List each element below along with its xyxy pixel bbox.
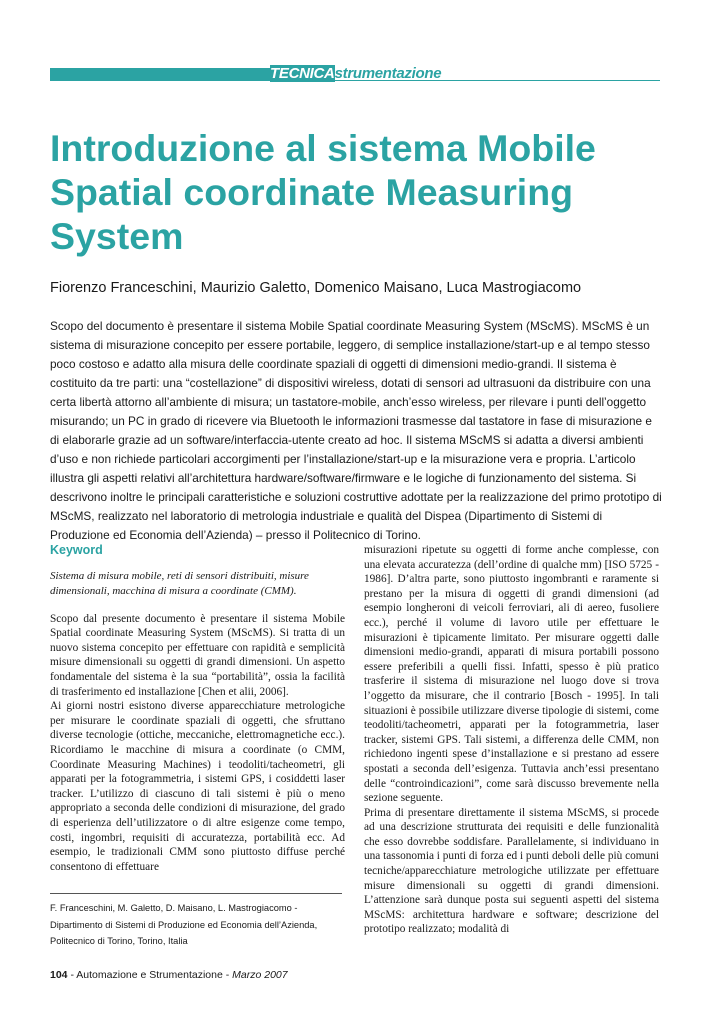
page-footer xyxy=(50,969,288,981)
right-column xyxy=(364,543,659,937)
left-body xyxy=(50,612,345,875)
section-header xyxy=(270,65,441,82)
journal-name: Automazione e Strumentazione xyxy=(76,969,223,981)
author-affiliation-footnote: F. Franceschini, M. Galetto, D. Maisano, L. Mastrogiacomo - Dipartimento di Sistemi di Produzione ed Economia dell’Azienda, Politecnico di Torino, Torino, Italia xyxy=(50,903,318,946)
body-paragraph: Prima di presentare direttamente il sistema MScMS, si procede ad una descrizione strutturata dei requisiti e delle funzionalità che esso dovrebbe soddisfare. Parallelamente, si individuano in una tassonomia i punti di forza ed i punti deboli delle più comuni tecniche/apparecchiature metrologiche utilizzate per effettuare misure dimensionali su oggetti di grandi dimensioni. L’attenzione sarà dunque posta sui seguenti aspetti del sistema MScMS: architettura hardware e software; descrizione del prototipo realizzato; modalità di xyxy=(364,806,659,936)
footer-separator: - xyxy=(67,969,77,981)
keyword-heading: Keyword xyxy=(50,543,103,557)
footnote-rule xyxy=(50,893,342,894)
body-paragraph: Scopo dal presente documento è presentare il sistema Mobile Spatial coordinate Measuring System (MScMS). Si tratta di un nuovo sistema concepito per effettuare con rapidità e semplicità misure dimensionali su oggetti di grandi dimensioni. Un aspetto fondamentale del sistema è la sua “portabilità”, ossia la facilità di trasferimento ed installazione [Chen et alii, 2006]. xyxy=(50,612,345,698)
article-title: Introduzione al sistema Mobile Spatial coordinate Measuring System xyxy=(50,127,596,257)
section-header-part2: strumentazione xyxy=(334,65,442,82)
issue-date: Marzo 2007 xyxy=(232,969,288,981)
page-number: 104 xyxy=(50,969,68,981)
keyword-text: Sistema di misura mobile, reti di sensori distribuiti, misure dimensionali, macchina di misura a coordinate (CMM). xyxy=(50,570,309,597)
left-column xyxy=(50,543,345,874)
body-paragraph: misurazioni ripetute su oggetti di forme anche complesse, con una elevata accuratezza (dell’ordine di qualche mm) [ISO 5725 - 1986]. D’altra parte, sono piuttosto ingombranti e raramente si prestano per la misura di oggetti di grandi dimensioni (ad esempio longheroni di veicoli ferroviari, ali di aereo, fusoliere ecc.), perché il volume di lavoro utile per effettuare le misurazioni è tipicamente limitato. Per misurare oggetti dalle dimensioni medio-grandi, apparati di misura portabili possono essere preferibili a quelli fissi. Infatti, spesso è più pratico trasferire il sistema di misurazione nel luogo dove si trova l’oggetto da misurare, che il contrario [Bosch - 1995]. In tali situazioni è possibile utilizzare diverse tipologie di sistemi, come teodoliti/tacheometri, apparati per la fotogrammetria, laser tracker, sistemi GPS. Tali sistemi, a differenza delle CMM, non richiedono ingenti spese d’installazione e si prestano ad essere spostati a seconda dell’esigenza. Tuttavia anch’essi presentano delle “controindicazioni”, come sarà discusso brevemente nella sezione seguente. xyxy=(364,544,659,805)
authors: Fiorenzo Franceschini, Maurizio Galetto, Domenico Maisano, Luca Mastrogiacomo xyxy=(50,280,582,296)
abstract: Scopo del documento è presentare il sistema Mobile Spatial coordinate Measuring System (MScMS). MScMS è un sistema di misurazione concepito per essere portabile, leggero, di semplice installazione/start-up e al tempo stesso poco costoso e adatto alla misura delle coordinate spaziali di oggetti di dimensioni medio-grandi. Il sistema è costituito da tre parti: una “costellazione” di dispositivi wireless, dotati di sensori ad ultrasuoni da distribuire con una certa libertà attorno all’ambiente di misura; un tastatore-mobile, anch’esso wireless, per rilevare i punti dell’oggetto misurando; un PC in grado di ricevere via Bluetooth le informazioni trasmesse dal tastatore in fase di misurazione e di elaborarle grazie ad un software/interfaccia-utente creato ad hoc. Il sistema MScMS si adatta a diversi ambienti d’uso e non richiede particolari accorgimenti per l’installazione/start-up e la misurazione vera e propria. L’articolo illustra gli aspetti relativi all’architettura hardware/software/firmware e le logiche di funzionamento del sistema. Si descrivono inoltre le principali caratteristiche e soluzioni costruttive adottate per la realizzazione del primo prototipo di MScMS, realizzato nel laboratorio di metrologia industriale e qualità del Dispea (Dipartimento di Sistemi di Produzione ed Economia dell’Azienda) – presso il Politecnico di Torino. xyxy=(50,319,662,542)
right-body xyxy=(364,543,659,937)
body-paragraph: Ai giorni nostri esistono diverse apparecchiature metrologiche per misurare le coordinate spaziali di oggetti, che sfruttano diverse tecnologie (ottiche, meccaniche, elettromagnetiche ecc.). Ricordiamo le macchine di misura a coordinate (o CMM, Coordinate Measuring Machines) i teodoliti/tacheometri, gli apparati per la fotogrammetria, i sistemi GPS, i cosiddetti laser tracker. L’utilizzo di ciascuno di tali sistemi è più o meno appropriato a seconda delle condizioni di misurazione, del grado di esperienza dell’utilizzatore o di altre esigenze come tempo, costi, ingombri, requisiti di accuratezza, portabilità ecc. Ad esempio, le tradizionali CMM sono piuttosto diffuse perché consentono di effettuare xyxy=(50,700,345,873)
section-header-part1: TECNICA xyxy=(270,65,335,82)
footer-separator: - xyxy=(222,969,233,981)
